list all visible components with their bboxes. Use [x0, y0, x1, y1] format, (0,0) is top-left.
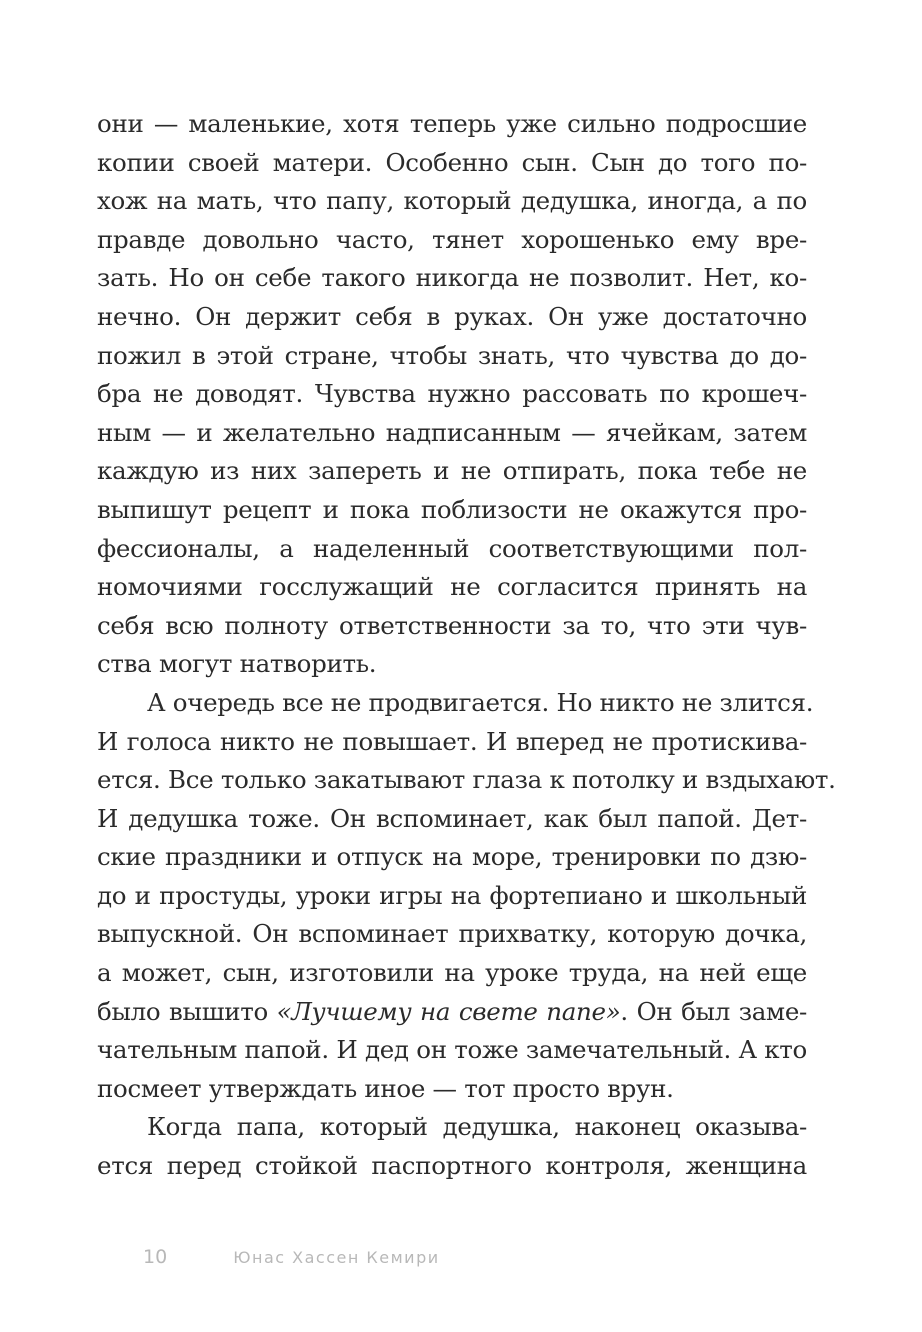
- text-line: ется. Все только закатывают глаза к потолку и вздыхают.: [97, 765, 836, 795]
- italic-quote: «Лучшему на свете папе»: [276, 996, 621, 1026]
- text-line: А очередь все не продвигается. Но никто не злится.: [147, 687, 814, 717]
- text-line: чательным папой. И дед он тоже замечательный. А кто: [97, 1035, 807, 1065]
- text-line: ется перед стойкой паспортного контроля, женщина: [97, 1151, 807, 1181]
- page-number: 10: [143, 1246, 168, 1268]
- text-line: фессионалы, а наделенный соответствующими пол-: [97, 533, 807, 563]
- text-line: себя всю полноту ответственности за то, что эти чув-: [97, 610, 807, 640]
- text-run: было вышито: [97, 996, 277, 1026]
- text-line: Когда папа, который дедушка, наконец оказыва-: [147, 1112, 807, 1142]
- text-line: И голоса никто не повышает. И вперед не протискива-: [97, 726, 807, 756]
- text-line: ские праздники и отпуск на море, тренировки по дзю-: [97, 842, 807, 872]
- text-line: зать. Но он себе такого никогда не позволит. Нет, ко-: [97, 263, 807, 293]
- page-footer: [143, 1246, 440, 1268]
- text-line: каждую из них запереть и не отпирать, пока тебе не: [97, 456, 807, 486]
- text-line: ства могут натворить.: [97, 649, 377, 679]
- text-line: копии своей матери. Особенно сын. Сын до того по-: [97, 147, 807, 177]
- text-line: номочиями госслужащий не согласится принять на: [97, 572, 807, 602]
- text-line: пожил в этой стране, чтобы знать, что чувства до до-: [97, 340, 807, 370]
- text-line: хож на мать, что папу, который дедушка, иногда, а по: [97, 186, 807, 216]
- text-line: выпускной. Он вспоминает прихватку, которую дочка,: [97, 919, 807, 949]
- paragraph-1: [97, 105, 807, 684]
- body-text: [97, 105, 836, 1186]
- text-line: правде довольно часто, тянет хорошенько ему вре-: [97, 224, 807, 254]
- text-line-with-italic: [97, 993, 807, 1032]
- paragraph-3: [97, 1108, 807, 1185]
- text-line: посмеет утверждать иное — тот просто врун.: [97, 1073, 674, 1103]
- text-run: . Он был заме-: [620, 996, 807, 1026]
- text-line: ным — и желательно надписанным — ячейкам, затем: [97, 417, 807, 447]
- text-line: выпишут рецепт и пока поблизости не окажутся про-: [97, 494, 807, 524]
- text-line: нечно. Он держит себя в руках. Он уже достаточно: [97, 301, 807, 331]
- text-line: они — маленькие, хотя теперь уже сильно подросшие: [97, 109, 807, 138]
- text-line: а может, сын, изготовили на уроке труда, на ней еще: [97, 958, 807, 988]
- text-line: бра не доводят. Чувства нужно рассовать по крошеч-: [97, 379, 807, 409]
- text-line: И дедушка тоже. Он вспоминает, как был папой. Дет-: [97, 803, 807, 833]
- paragraph-2: [97, 684, 836, 1109]
- running-head-author: Юнас Хассен Кемири: [233, 1248, 440, 1267]
- text-line: до и простуды, уроки игры на фортепиано и школьный: [97, 880, 807, 910]
